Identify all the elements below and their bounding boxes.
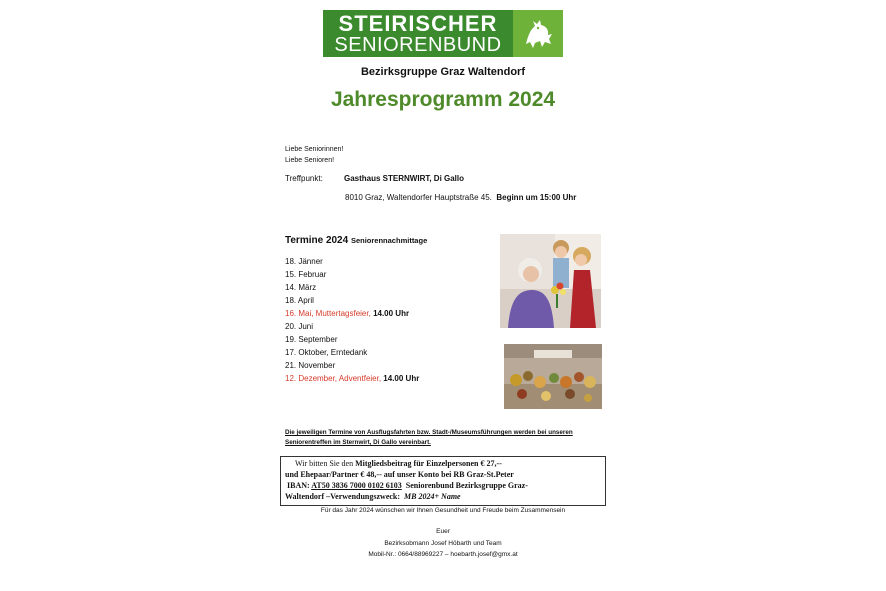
district-group-subtitle: Bezirksgruppe Graz Waltendorf [360,66,525,78]
date-text: 14. März [285,283,317,292]
date-time: 14.00 Uhr [383,374,420,383]
purpose-text: MB 2024+ Name [404,492,461,501]
panther-icon [513,10,563,57]
signature-name: Bezirksobmann Josef Höbarth und Team [384,540,502,547]
greeting-line-2: Liebe Senioren! [285,157,335,164]
date-item [285,346,419,359]
meeting-address-line [345,193,576,202]
new-year-wish: Für das Jahr 2024 wünschen wir Ihnen Gesundheit und Freude beim Zusammensein [320,507,566,514]
grandmother-children-photo [500,234,601,328]
meeting-start-time: Beginn um 15:00 Uhr [496,193,577,202]
payment-intro: Wir bitten Sie den [295,459,354,468]
date-time: 14.00 Uhr [373,309,410,318]
membership-fee-box [280,456,606,506]
meeting-label: Treffpunkt: [285,174,323,183]
meeting-place: Gasthaus STERNWIRT, Di Gallo [344,174,465,183]
date-text: 18. April [285,296,314,305]
payment-single-fee: Mitgliedsbeitrag für Einzelpersonen € 27,-- [355,459,502,468]
iban-number: AT50 3836 7000 0102 6103 [311,481,402,490]
logo-wordmark [323,10,513,57]
payment-line-2 [285,469,601,480]
date-item [285,268,419,281]
termine-title: Termine 2024 [285,235,349,246]
contact-info: Mobil-Nr.: 0664/88969227 – hoebarth.josef@gmx.at [368,551,518,558]
date-item [285,372,419,385]
date-item [285,359,419,372]
termine-subtitle: Seniorennachmittage [350,236,428,245]
date-text: 19. September [285,335,338,344]
date-text: 21. November [285,361,336,370]
date-list [285,255,419,385]
purpose-label: Waltendorf –Verwendungszweck: [285,492,401,501]
greeting-line-1: Liebe Seniorinnen! [285,146,344,153]
harvest-produce-photo [504,344,602,409]
payment-couple-fee: und Ehepaar/Partner € 48,-- auf unser Konto bei RB Graz-St.Peter [285,470,514,479]
page-title: Jahresprogramm 2024 [330,88,556,111]
date-item [285,333,419,346]
date-text: 16. Mai, Muttertagsfeier, [285,309,371,318]
date-item [285,294,419,307]
date-item [285,255,419,268]
date-text: 17. Oktober, Erntedank [285,348,368,357]
date-item [285,320,419,333]
logo-line-2: SENIORENBUND [334,33,502,56]
termine-heading [285,235,427,246]
logo-line-1: STEIRISCHER [338,10,498,36]
payment-line-1 [285,458,601,469]
seniorenbund-logo [323,10,563,57]
iban-label: IBAN: [287,481,310,490]
account-holder: Seniorenbund Bezirksgruppe Graz- [405,481,528,490]
date-item [285,281,419,294]
date-text: 20. Juni [285,322,314,331]
date-item [285,307,419,320]
date-text: 15. Februar [285,270,327,279]
meeting-address: 8010 Graz, Waltendorfer Hauptstraße 45. [345,193,492,202]
date-text: 18. Jänner [285,257,323,266]
signature-euer: Euer [436,528,450,535]
payment-line-3 [285,480,601,491]
payment-line-4 [285,491,601,502]
excursion-note: Die jeweiligen Termine von Ausflugsfahrten bzw. Stadt-/Museumsführungen werden bei unseren Seniorentreffen im Sternwirt, Di Gallo vereinbart. [285,429,573,446]
date-text: 12. Dezember, Adventfeier, [285,374,382,383]
